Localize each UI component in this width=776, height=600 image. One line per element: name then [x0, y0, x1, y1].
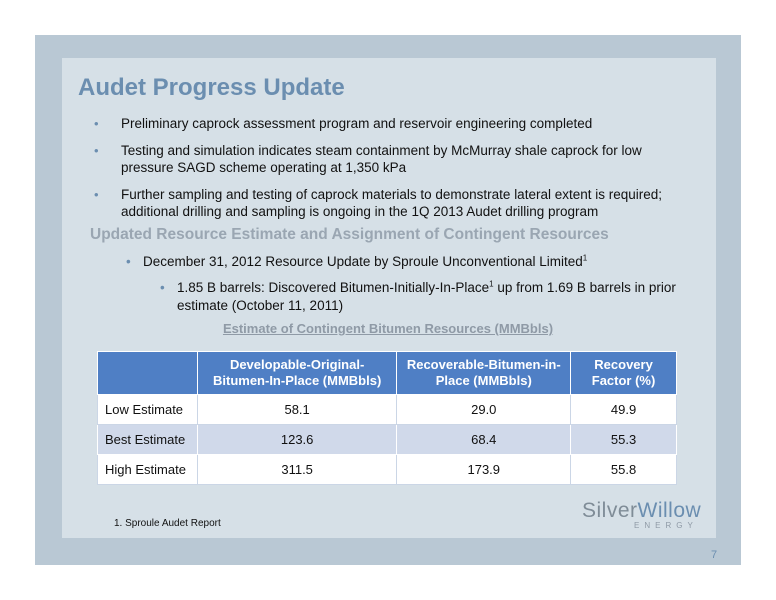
company-logo — [582, 500, 712, 534]
bullet-marker: • — [94, 143, 99, 158]
table-header-cell: Recoverable-Bitumen-in-Place (MMBbls) — [397, 352, 571, 395]
table-row — [98, 395, 677, 425]
table-row — [98, 425, 677, 455]
table-header-cell: Developable-Original-Bitumen-In-Place (MMBbls) — [197, 352, 397, 395]
footnote: 1. Sproule Audet Report — [114, 518, 221, 529]
barrels-bullet — [160, 279, 717, 315]
logo-part-willow: Willow — [637, 499, 702, 522]
resource-estimate-table — [97, 351, 677, 485]
bullet-item — [90, 115, 690, 132]
table-cell: High Estimate — [98, 455, 198, 485]
logo-wordmark — [582, 500, 712, 522]
table-row — [98, 455, 677, 485]
table-title: Estimate of Contingent Bitumen Resources (MMBbls) — [222, 321, 554, 336]
table-header-cell: Recovery Factor (%) — [571, 352, 677, 395]
progress-bullets — [90, 115, 690, 230]
logo-subtext: ENERGY — [634, 521, 698, 530]
bullet-text: Further sampling and testing of caprock materials to demonstrate lateral extent is required; additional drilling and sampling is ongoing in the 1Q 2013 Audet drilling program — [121, 187, 663, 219]
table-cell: 68.4 — [397, 425, 571, 455]
table-cell: 55.8 — [571, 455, 677, 485]
resource-update-bullet — [126, 254, 587, 269]
resource-update-text: December 31, 2012 Resource Update by Sproule Unconventional Limited — [143, 254, 583, 269]
bullet-item — [90, 142, 690, 176]
table-cell: Best Estimate — [98, 425, 198, 455]
table-cell: 58.1 — [197, 395, 397, 425]
table-cell: 49.9 — [571, 395, 677, 425]
barrels-text-after: up from 1.69 B barrels in prior estimate (October 11, 2011) — [177, 280, 676, 313]
bullet-text: Testing and simulation indicates steam containment by McMurray shale caprock for low pressure SAGD scheme operating at 1,350 kPa — [121, 143, 642, 175]
section-subheading: Updated Resource Estimate and Assignment of Contingent Resources — [90, 226, 609, 243]
bullet-text: Preliminary caprock assessment program and reservoir engineering completed — [121, 116, 593, 131]
footnote-ref: 1 — [489, 279, 494, 289]
table-cell: 173.9 — [397, 455, 571, 485]
slide-title: Audet Progress Update — [78, 74, 345, 101]
table-cell: 311.5 — [197, 455, 397, 485]
bullet-marker: • — [126, 254, 131, 269]
barrels-text-before: 1.85 B barrels: Discovered Bitumen-Initially-In-Place — [177, 280, 490, 295]
table-cell: 55.3 — [571, 425, 677, 455]
bullet-marker: • — [94, 187, 99, 202]
logo-part-silver: Silver — [582, 499, 638, 522]
table-header-row — [98, 352, 677, 395]
table-cell: Low Estimate — [98, 395, 198, 425]
table-cell: 123.6 — [197, 425, 397, 455]
page-number: 7 — [711, 549, 718, 561]
table-cell: 29.0 — [397, 395, 571, 425]
bullet-item — [90, 186, 690, 220]
footnote-ref: 1 — [582, 253, 588, 263]
table-header-cell — [98, 352, 198, 395]
bullet-marker: • — [94, 116, 99, 131]
bullet-marker: • — [160, 280, 165, 295]
